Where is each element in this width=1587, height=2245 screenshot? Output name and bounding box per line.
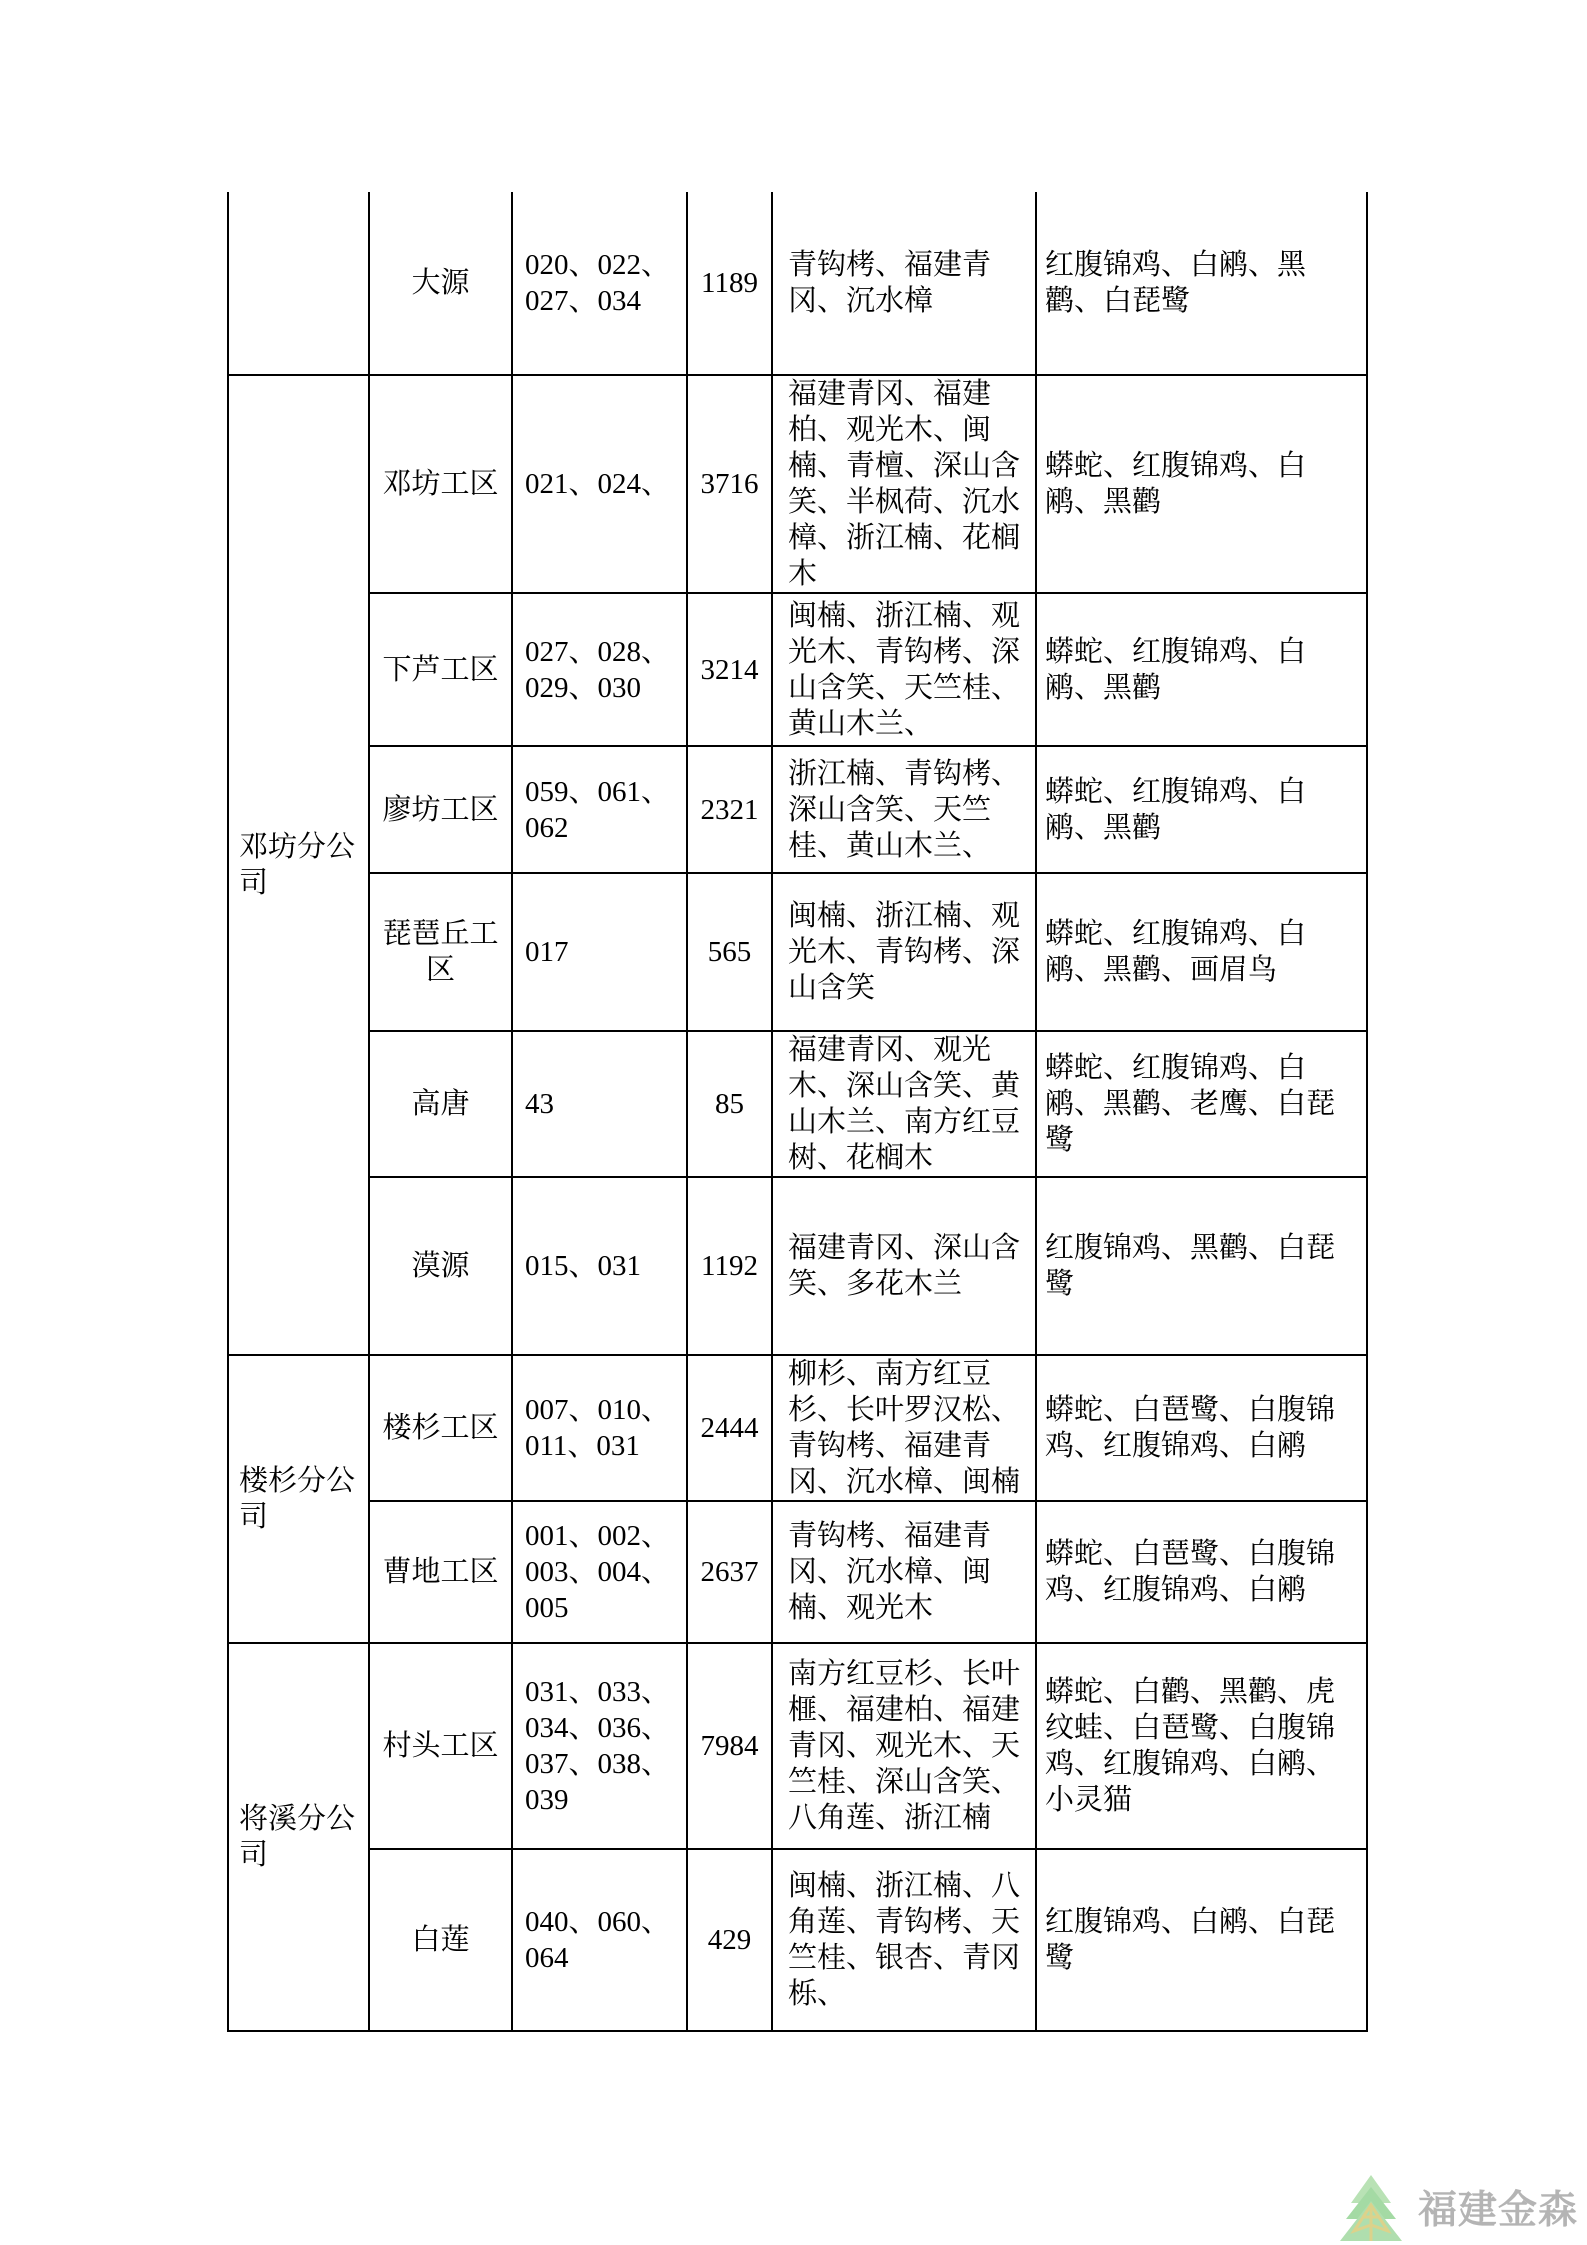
animals-cell: 蟒蛇、白琶鹭、白腹锦鸡、红腹锦鸡、白鹇 [1036,1501,1367,1643]
workarea-cell: 漠源 [369,1177,512,1355]
species-cell: 福建青冈、观光木、深山含笑、黄山木兰、南方红豆树、花榈木 [772,1031,1036,1177]
workarea-cell: 下芦工区 [369,593,512,746]
animals-cell: 蟒蛇、白鹳、黑鹳、虎纹蛙、白琶鹭、白腹锦鸡、红腹锦鸡、白鹇、小灵猫 [1036,1643,1367,1849]
amount-cell: 3716 [687,375,772,593]
amount-cell: 1192 [687,1177,772,1355]
workarea-cell: 大源 [369,192,512,375]
animals-cell: 蟒蛇、红腹锦鸡、白鹇、黑鹳 [1036,746,1367,873]
table-row [228,1643,1367,1849]
plots-cell: 020、022、027、034 [512,192,687,375]
plots-cell: 059、061、062 [512,746,687,873]
plots-cell: 001、002、003、004、005 [512,1501,687,1643]
plots-cell: 017 [512,873,687,1031]
species-cell: 青钩栲、福建青冈、沉水樟、闽楠、观光木 [772,1501,1036,1643]
table-row [228,1849,1367,2031]
workarea-cell: 廖坊工区 [369,746,512,873]
plots-cell: 007、010、011、031 [512,1355,687,1501]
table-row [228,1031,1367,1177]
species-cell: 闽楠、浙江楠、观光木、青钩栲、深山含笑、天竺桂、黄山木兰、 [772,593,1036,746]
table-row [228,593,1367,746]
species-cell: 南方红豆杉、长叶榧、福建柏、福建青冈、观光木、天竺桂、深山含笑、八角莲、浙江楠 [772,1643,1036,1849]
amount-cell: 429 [687,1849,772,2031]
amount-cell: 2444 [687,1355,772,1501]
species-cell: 福建青冈、深山含笑、多花木兰 [772,1177,1036,1355]
animals-cell: 蟒蛇、红腹锦鸡、白鹇、黑鹳 [1036,375,1367,593]
amount-cell: 2637 [687,1501,772,1643]
amount-cell: 565 [687,873,772,1031]
workarea-cell: 琵琶丘工区 [369,873,512,1031]
species-cell: 青钩栲、福建青冈、沉水樟 [772,192,1036,375]
amount-cell: 7984 [687,1643,772,1849]
amount-cell: 85 [687,1031,772,1177]
animals-cell: 蟒蛇、红腹锦鸡、白鹇、黑鹳、老鹰、白琵鹭 [1036,1031,1367,1177]
workarea-cell: 曹地工区 [369,1501,512,1643]
table-row [228,746,1367,873]
table-row [228,873,1367,1031]
animals-cell: 红腹锦鸡、白鹇、黑鹳、白琵鹭 [1036,192,1367,375]
plots-cell: 015、031 [512,1177,687,1355]
animals-cell: 红腹锦鸡、黑鹳、白琵鹭 [1036,1177,1367,1355]
plots-cell: 031、033、034、036、037、038、039 [512,1643,687,1849]
logo-text: 福建金森 [1418,2188,1579,2232]
species-cell: 福建青冈、福建柏、观光木、闽楠、青檀、深山含笑、半枫荷、沉水樟、浙江楠、花榈木 [772,375,1036,593]
plots-cell: 021、024、 [512,375,687,593]
table-row [228,1177,1367,1355]
table-row [228,1501,1367,1643]
company-cell [228,192,369,375]
species-cell: 柳杉、南方红豆杉、长叶罗汉松、青钩栲、福建青冈、沉水樟、闽楠 [772,1355,1036,1501]
workarea-cell: 楼杉工区 [369,1355,512,1501]
table-row [228,1355,1367,1501]
table-row [228,375,1367,593]
animals-cell: 红腹锦鸡、白鹇、白琵鹭 [1036,1849,1367,2031]
company-cell: 楼杉分公司 [228,1355,369,1643]
company-logo [1338,2168,1587,2245]
species-cell: 浙江楠、青钩栲、深山含笑、天竺桂、黄山木兰、 [772,746,1036,873]
species-cell: 闽楠、浙江楠、八角莲、青钩栲、天竺桂、银杏、青冈栎、 [772,1849,1036,2031]
amount-cell: 2321 [687,746,772,873]
workarea-cell: 高唐 [369,1031,512,1177]
animals-cell: 蟒蛇、红腹锦鸡、白鹇、黑鹳 [1036,593,1367,746]
company-cell: 将溪分公司 [228,1643,369,2031]
forest-resource-table [227,192,1368,2032]
plots-cell: 027、028、029、030 [512,593,687,746]
pine-tree-icon [1338,2173,1404,2245]
table-row [228,192,1367,375]
animals-cell: 蟒蛇、白琶鹭、白腹锦鸡、红腹锦鸡、白鹇 [1036,1355,1367,1501]
company-cell: 邓坊分公司 [228,375,369,1355]
workarea-cell: 白莲 [369,1849,512,2031]
workarea-cell: 村头工区 [369,1643,512,1849]
animals-cell: 蟒蛇、红腹锦鸡、白鹇、黑鹳、画眉鸟 [1036,873,1367,1031]
plots-cell: 43 [512,1031,687,1177]
species-cell: 闽楠、浙江楠、观光木、青钩栲、深山含笑 [772,873,1036,1031]
amount-cell: 3214 [687,593,772,746]
workarea-cell: 邓坊工区 [369,375,512,593]
plots-cell: 040、060、064 [512,1849,687,2031]
amount-cell: 1189 [687,192,772,375]
